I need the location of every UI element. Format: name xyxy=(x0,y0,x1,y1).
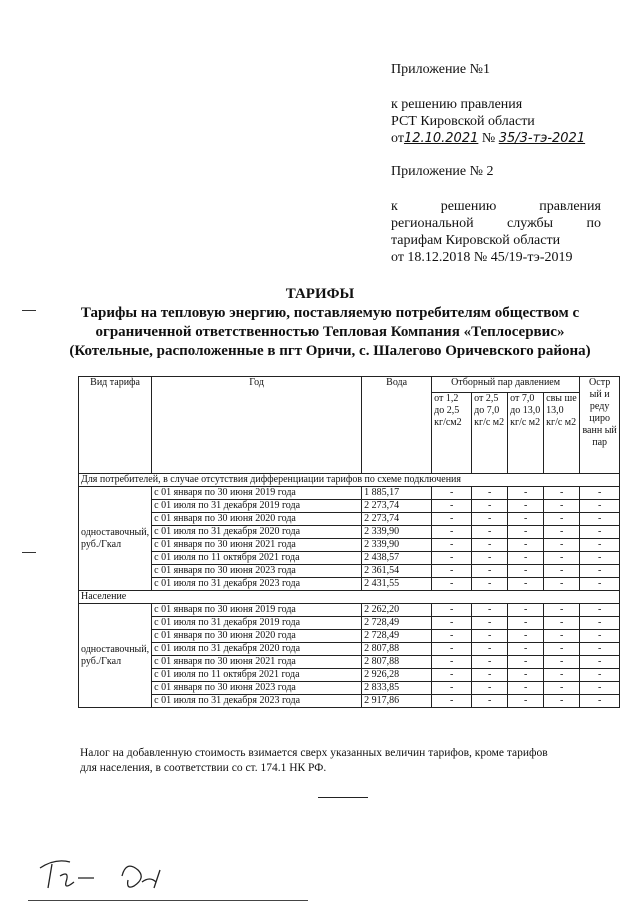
dash-cell: - xyxy=(508,604,544,617)
header-steam: Отборный пар давлением xyxy=(432,377,580,393)
water-cell: 2 431,55 xyxy=(362,578,432,591)
dash-cell: - xyxy=(432,643,472,656)
period-cell: с 01 января по 30 июня 2023 года xyxy=(152,682,362,695)
header-water: Вода xyxy=(362,377,432,474)
appendix2-line2b: службы xyxy=(507,216,554,231)
water-cell: 2 339,90 xyxy=(362,526,432,539)
vat-note-line1: Налог на добавленную стоимость взимается сверх указанных величин тарифов, кроме тарифов xyxy=(80,747,548,759)
period-cell: с 01 июля по 31 декабря 2019 года xyxy=(152,500,362,513)
dash-cell: - xyxy=(472,526,508,539)
dash-cell: - xyxy=(544,604,580,617)
dash-cell: - xyxy=(432,552,472,565)
dash-cell: - xyxy=(508,513,544,526)
header-sharp-steam: Остр ый и реду циро ванн ый пар xyxy=(580,377,620,474)
dash-cell: - xyxy=(432,630,472,643)
dash-cell: - xyxy=(432,539,472,552)
dash-cell: - xyxy=(544,552,580,565)
appendix1-line1: к решению правления xyxy=(391,97,523,112)
dash-cell: - xyxy=(508,643,544,656)
dash-cell: - xyxy=(544,565,580,578)
signature-image xyxy=(30,848,200,898)
dash-cell: - xyxy=(544,643,580,656)
period-cell: с 01 июля по 11 октября 2021 года xyxy=(152,669,362,682)
dash-cell: - xyxy=(580,695,620,708)
dash-cell: - xyxy=(544,656,580,669)
appendix2-line3: тарифам Кировской области xyxy=(391,233,561,248)
dash-cell: - xyxy=(508,500,544,513)
dash-cell: - xyxy=(580,604,620,617)
appendix2-line1b: решению xyxy=(440,199,497,214)
dash-cell: - xyxy=(580,552,620,565)
dash-cell: - xyxy=(508,656,544,669)
dash-cell: - xyxy=(508,695,544,708)
dash-cell: - xyxy=(472,500,508,513)
dash-cell: - xyxy=(580,500,620,513)
dash-cell: - xyxy=(432,565,472,578)
dash-cell: - xyxy=(472,656,508,669)
dash-cell: - xyxy=(544,695,580,708)
appendix2-line2c: по xyxy=(586,216,601,231)
appendix1-no: № xyxy=(481,131,496,146)
appendix2-line1a: к xyxy=(391,199,398,214)
period-cell: с 01 июля по 31 декабря 2020 года xyxy=(152,643,362,656)
dash-cell: - xyxy=(544,487,580,500)
dash-cell: - xyxy=(544,539,580,552)
margin-mark xyxy=(22,310,36,311)
appendix1-number: 35/3-тэ-2021 xyxy=(498,131,586,146)
appendix2-line1 xyxy=(391,198,601,215)
dash-cell: - xyxy=(432,682,472,695)
period-cell: с 01 января по 30 июня 2019 года xyxy=(152,487,362,500)
section2-type: одноставочный, руб./Гкал xyxy=(79,604,152,708)
dash-cell: - xyxy=(432,669,472,682)
dash-cell: - xyxy=(432,513,472,526)
dash-cell: - xyxy=(544,669,580,682)
margin-mark xyxy=(22,552,36,553)
appendix2-line4: от 18.12.2018 № 45/19-тэ-2019 xyxy=(391,250,573,265)
tariffs-title: ТАРИФЫ xyxy=(285,286,355,302)
dash-cell: - xyxy=(472,630,508,643)
tariffs-table xyxy=(78,376,620,708)
dash-cell: - xyxy=(472,695,508,708)
period-cell: с 01 июля по 11 октября 2021 года xyxy=(152,552,362,565)
title-line1: Тарифы на тепловую энергию, поставляемую потребителям обществом с xyxy=(80,305,580,321)
dash-cell: - xyxy=(544,630,580,643)
water-cell: 1 885,17 xyxy=(362,487,432,500)
dash-cell: - xyxy=(580,487,620,500)
water-cell: 2 273,74 xyxy=(362,513,432,526)
dash-cell: - xyxy=(472,604,508,617)
period-cell: с 01 января по 30 июня 2023 года xyxy=(152,565,362,578)
vat-note-line2: для населения, в соответствии со ст. 174.1 НК РФ. xyxy=(80,762,327,774)
dash-cell: - xyxy=(432,578,472,591)
appendix1-date: 12.10.2021 xyxy=(403,131,479,146)
water-cell: 2 728,49 xyxy=(362,617,432,630)
section1-caption: Для потребителей, в случае отсутствия дифференциации тарифов по схеме подключения xyxy=(79,474,620,487)
appendix1-ref xyxy=(391,130,585,147)
dash-cell: - xyxy=(432,617,472,630)
dash-cell: - xyxy=(472,487,508,500)
dash-cell: - xyxy=(472,669,508,682)
period-cell: с 01 июля по 31 декабря 2019 года xyxy=(152,617,362,630)
dash-cell: - xyxy=(508,565,544,578)
dash-cell: - xyxy=(580,669,620,682)
dash-cell: - xyxy=(508,578,544,591)
section1-type: одноставочный, руб./Гкал xyxy=(79,487,152,591)
dash-cell: - xyxy=(544,513,580,526)
appendix2-label: Приложение № 2 xyxy=(391,164,494,179)
water-cell: 2 833,85 xyxy=(362,682,432,695)
dash-cell: - xyxy=(544,617,580,630)
dash-cell: - xyxy=(508,630,544,643)
section2-caption: Население xyxy=(79,591,620,604)
dash-cell: - xyxy=(580,617,620,630)
period-cell: с 01 января по 30 июня 2021 года xyxy=(152,656,362,669)
dash-cell: - xyxy=(508,539,544,552)
water-cell: 2 807,88 xyxy=(362,643,432,656)
water-cell: 2 339,90 xyxy=(362,539,432,552)
period-cell: с 01 января по 30 июня 2020 года xyxy=(152,513,362,526)
dash-cell: - xyxy=(580,513,620,526)
dash-cell: - xyxy=(508,552,544,565)
header-type: Вид тарифа xyxy=(79,377,152,474)
dash-cell: - xyxy=(508,669,544,682)
separator-line xyxy=(318,797,368,798)
dash-cell: - xyxy=(580,682,620,695)
dash-cell: - xyxy=(472,539,508,552)
period-cell: с 01 июля по 31 декабря 2020 года xyxy=(152,526,362,539)
dash-cell: - xyxy=(544,578,580,591)
appendix2-line2a: региональной xyxy=(391,216,474,231)
dash-cell: - xyxy=(472,578,508,591)
dash-cell: - xyxy=(508,526,544,539)
signature-line xyxy=(28,900,308,901)
title-line2: ограниченной ответственностью Тепловая Компания «Теплосервис» xyxy=(95,324,565,340)
dash-cell: - xyxy=(544,500,580,513)
period-cell: с 01 января по 30 июня 2021 года xyxy=(152,539,362,552)
water-cell: 2 273,74 xyxy=(362,500,432,513)
water-cell: 2 728,49 xyxy=(362,630,432,643)
appendix1-line2: РСТ Кировской области xyxy=(391,114,535,129)
appendix2-line1c: правления xyxy=(539,199,601,214)
water-cell: 2 926,28 xyxy=(362,669,432,682)
dash-cell: - xyxy=(508,487,544,500)
header-year: Год xyxy=(152,377,362,474)
dash-cell: - xyxy=(472,682,508,695)
title-line3: (Котельные, расположенные в пгт Оричи, с. Шалегово Оричевского района) xyxy=(69,343,591,359)
dash-cell: - xyxy=(580,565,620,578)
dash-cell: - xyxy=(580,630,620,643)
dash-cell: - xyxy=(580,656,620,669)
dash-cell: - xyxy=(472,513,508,526)
water-cell: 2 807,88 xyxy=(362,656,432,669)
dash-cell: - xyxy=(472,643,508,656)
dash-cell: - xyxy=(472,617,508,630)
water-cell: 2 361,54 xyxy=(362,565,432,578)
appendix1-label: Приложение №1 xyxy=(391,62,490,77)
dash-cell: - xyxy=(472,552,508,565)
dash-cell: - xyxy=(432,695,472,708)
period-cell: с 01 июля по 31 декабря 2023 года xyxy=(152,695,362,708)
water-cell: 2 262,20 xyxy=(362,604,432,617)
period-cell: с 01 июля по 31 декабря 2023 года xyxy=(152,578,362,591)
dash-cell: - xyxy=(432,500,472,513)
dash-cell: - xyxy=(472,565,508,578)
dash-cell: - xyxy=(580,578,620,591)
period-cell: с 01 января по 30 июня 2019 года xyxy=(152,604,362,617)
water-cell: 2 917,86 xyxy=(362,695,432,708)
header-steam-col: от 1,2 до 2,5 кг/см2 xyxy=(432,393,472,474)
appendix2-line2 xyxy=(391,215,601,232)
period-cell: с 01 января по 30 июня 2020 года xyxy=(152,630,362,643)
dash-cell: - xyxy=(432,656,472,669)
dash-cell: - xyxy=(432,487,472,500)
header-steam-col: от 7,0 до 13,0 кг/с м2 xyxy=(508,393,544,474)
water-cell: 2 438,57 xyxy=(362,552,432,565)
dash-cell: - xyxy=(544,526,580,539)
appendix1-from: от xyxy=(391,131,404,146)
dash-cell: - xyxy=(432,526,472,539)
dash-cell: - xyxy=(508,617,544,630)
dash-cell: - xyxy=(544,682,580,695)
dash-cell: - xyxy=(580,526,620,539)
header-steam-col: свы ше 13,0 кг/с м2 xyxy=(544,393,580,474)
header-steam-col: от 2,5 до 7,0 кг/с м2 xyxy=(472,393,508,474)
dash-cell: - xyxy=(580,539,620,552)
dash-cell: - xyxy=(432,604,472,617)
dash-cell: - xyxy=(580,643,620,656)
dash-cell: - xyxy=(508,682,544,695)
